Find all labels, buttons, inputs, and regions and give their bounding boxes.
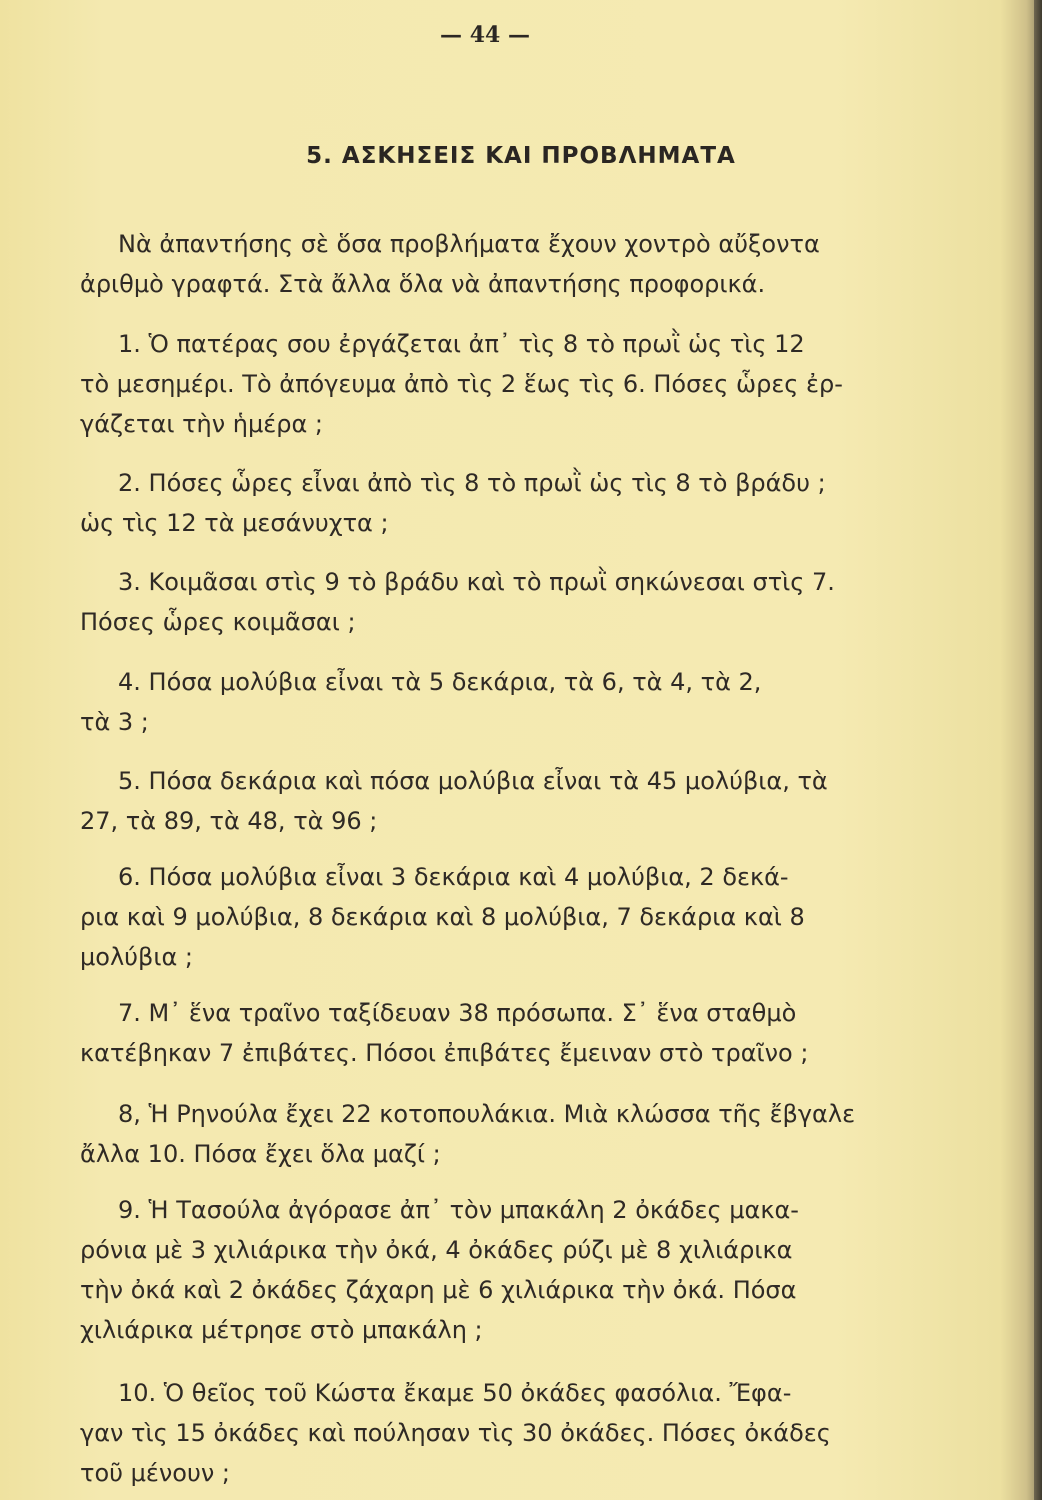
problem-line: ὡς τὶς 12 τὰ μεσάνυχτα ;: [80, 509, 389, 537]
problem-line: μολύβια ;: [80, 943, 194, 971]
problem-line: ρόνια μὲ 3 χιλιάρικα τὴν ὀκά, 4 ὀκάδες ρύζι μὲ 8 χιλιάρικα: [80, 1236, 793, 1264]
problem-line: 5. Πόσα δεκάρια καὶ πόσα μολύβια εἶναι τὰ 45 μολύβια, τὰ: [118, 767, 828, 795]
problem-line: κατέβηκαν 7 ἐπιβάτες. Πόσοι ἐπιβάτες ἔμειναν στὸ τραῖνο ;: [80, 1039, 809, 1067]
problem-line: 1. Ὁ πατέρας σου ἐργάζεται ἀπ᾽ τὶς 8 τὸ πρωῒ ὡς τὶς 12: [118, 330, 805, 358]
problem-line: γάζεται τὴν ἡμέρα ;: [80, 410, 323, 438]
problem-line: 3. Κοιμᾶσαι στὶς 9 τὸ βράδυ καὶ τὸ πρωῒ σηκώνεσαι στὶς 7.: [118, 568, 835, 596]
problem-line: 10. Ὁ θεῖος τοῦ Κώστα ἔκαμε 50 ὀκάδες φασόλια. Ἔφα-: [118, 1379, 792, 1407]
book-spine-edge: [1034, 0, 1042, 1500]
intro-line: ἀριθμὸ γραφτά. Στὰ ἄλλα ὅλα νὰ ἀπαντήσης προφορικά.: [80, 270, 766, 298]
problem-3: [80, 562, 930, 642]
problem-2: [80, 463, 930, 543]
problem-line: ἄλλα 10. Πόσα ἔχει ὅλα μαζί ;: [80, 1140, 441, 1168]
problem-5: [80, 761, 930, 841]
problem-line: 7. Μ᾽ ἕνα τραῖνο ταξίδευαν 38 πρόσωπα. Σ᾽ ἕνα σταθμὸ: [118, 999, 797, 1027]
problem-line: γαν τὶς 15 ὀκάδες καὶ πούλησαν τὶς 30 ὀκάδες. Πόσες ὀκάδες: [80, 1419, 831, 1447]
intro-line: Νὰ ἀπαντήσης σὲ ὅσα προβλήματα ἔχουν χοντρὸ αὔξοντα: [118, 230, 820, 258]
page-number: — 44 —: [440, 22, 530, 48]
problem-8: [80, 1094, 930, 1174]
problem-line: τὰ 3 ;: [80, 708, 149, 736]
problem-line: 8, Ἡ Ρηνούλα ἔχει 22 κοτοπουλάκια. Μιὰ κλώσσα τῆς ἔβγαλε: [118, 1100, 856, 1128]
problem-6: [80, 857, 930, 977]
problem-line: 27, τὰ 89, τὰ 48, τὰ 96 ;: [80, 807, 378, 835]
problem-line: 4. Πόσα μολύβια εἶναι τὰ 5 δεκάρια, τὰ 6, τὰ 4, τὰ 2,: [118, 668, 762, 696]
problem-4: [80, 662, 930, 742]
problem-line: 9. Ἡ Τασούλα ἀγόρασε ἀπ᾽ τὸν μπακάλη 2 ὀκάδες μακα-: [118, 1196, 799, 1224]
problem-1: [80, 324, 930, 444]
problem-line: 2. Πόσες ὧρες εἶναι ἀπὸ τὶς 8 τὸ πρωῒ ὡς τὶς 8 τὸ βράδυ ;: [118, 469, 826, 497]
problem-10: [80, 1373, 930, 1493]
section-title: 5. ΑΣΚΗΣΕΙΣ ΚΑΙ ΠΡΟΒΛΗΜΑΤΑ: [306, 143, 736, 169]
problem-line: ρια καὶ 9 μολύβια, 8 δεκάρια καὶ 8 μολύβια, 7 δεκάρια καὶ 8: [80, 903, 805, 931]
problem-9: [80, 1190, 930, 1350]
intro-paragraph: [80, 224, 930, 304]
problem-line: τὸ μεσημέρι. Τὸ ἀπόγευμα ἀπὸ τὶς 2 ἕως τὶς 6. Πόσες ὧρες ἐρ-: [80, 370, 843, 398]
problem-line: Πόσες ὧρες κοιμᾶσαι ;: [80, 608, 356, 636]
problem-line: 6. Πόσα μολύβια εἶναι 3 δεκάρια καὶ 4 μολύβια, 2 δεκά-: [118, 863, 789, 891]
problem-line: τοῦ μένουν ;: [80, 1459, 230, 1487]
problem-line: χιλιάρικα μέτρησε στὸ μπακάλη ;: [80, 1316, 483, 1344]
problem-line: τὴν ὀκά καὶ 2 ὀκάδες ζάχαρη μὲ 6 χιλιάρικα τὴν ὀκά. Πόσα: [80, 1276, 797, 1304]
problem-7: [80, 993, 930, 1073]
